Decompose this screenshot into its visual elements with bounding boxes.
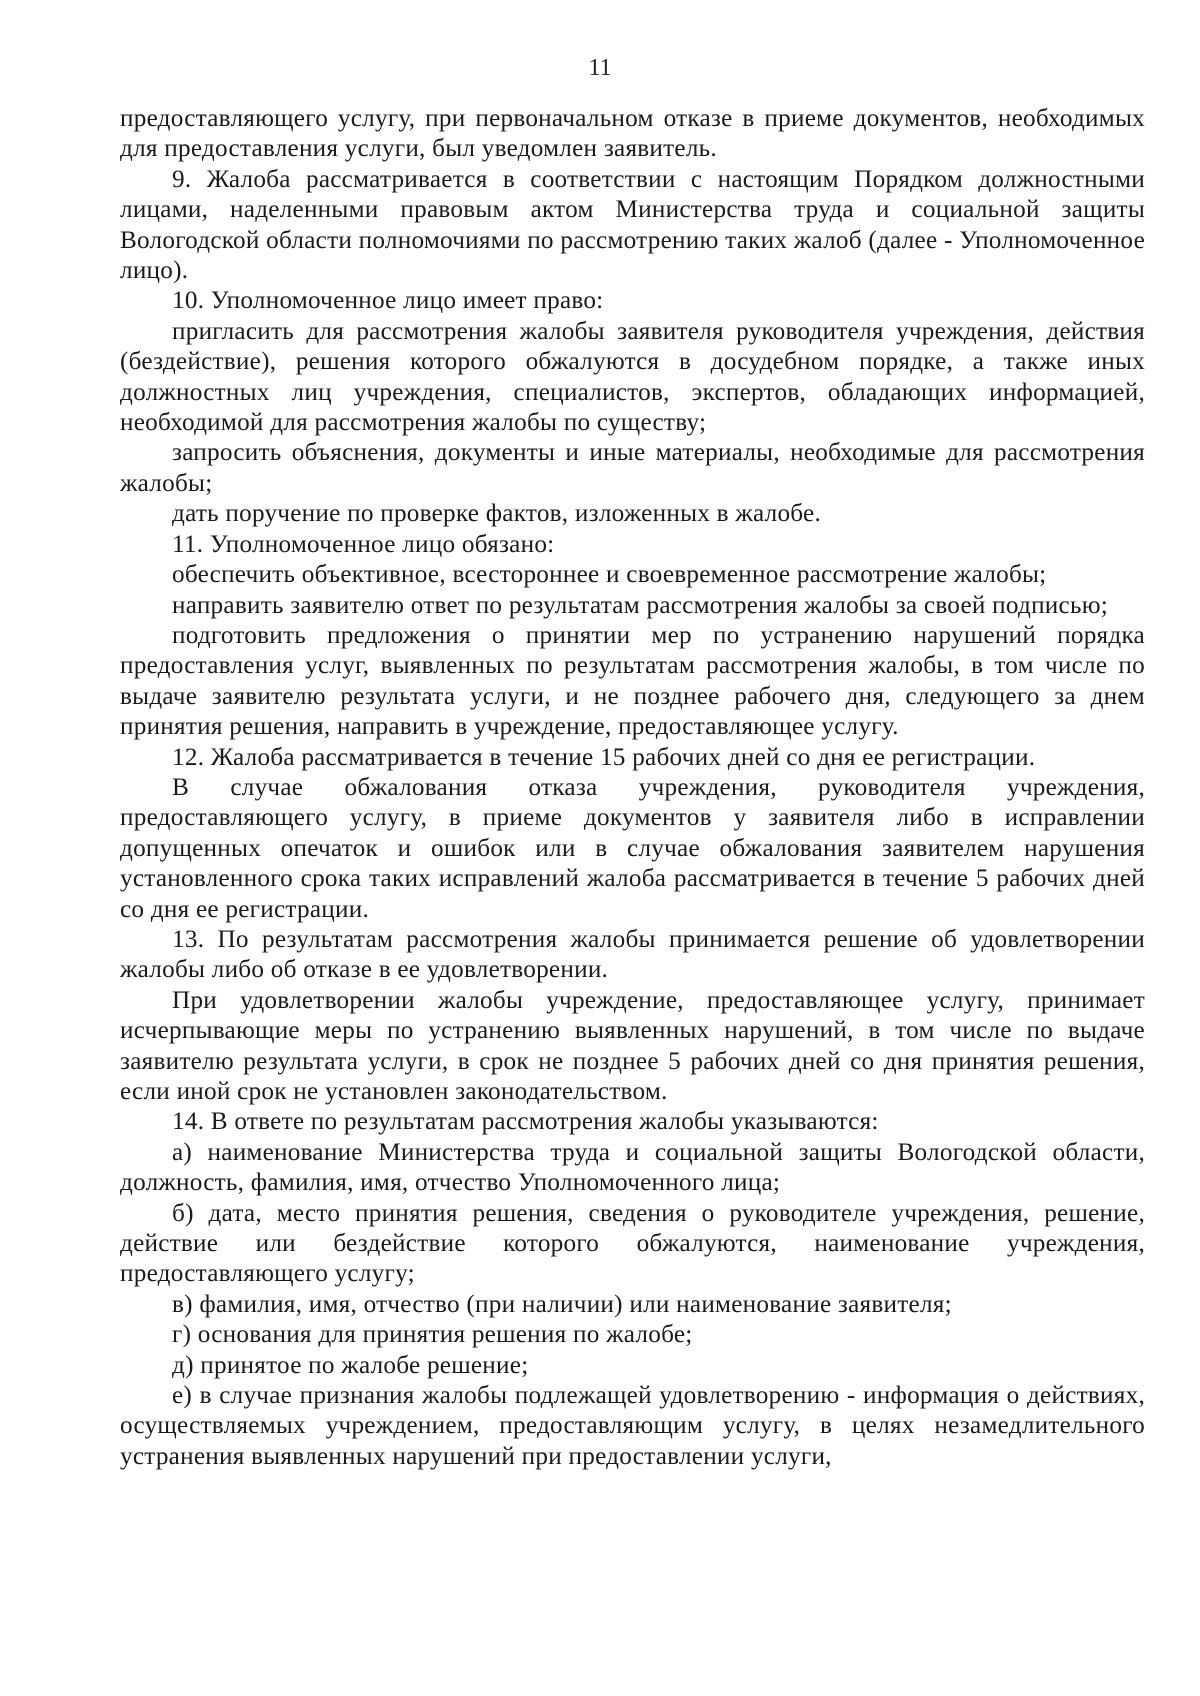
paragraph-right-instruct: дать поручение по проверке фактов, изложенных в жалобе.: [172, 500, 821, 528]
paragraph-right-request: запросить объяснения, документы и иные материалы, необходимые для рассмотрения жалобы;: [120, 439, 1145, 497]
paragraph-item-14-v: в) фамилия, имя, отчество (при наличии) или наименование заявителя;: [172, 1290, 952, 1318]
paragraph-item-13-satisfaction: При удовлетворении жалобы учреждение, предоставляющее услугу, принимает исчерпывающие меры по устранению выявленных нарушений, в том числе по выдаче заявителю результата услуги, в срок не позднее 5 рабочих дней со дня принятия решения, если иной срок не установлен законодательством.: [120, 986, 1145, 1105]
paragraph-item-12-appeal: В случае обжалования отказа учреждения, руководителя учреждения, предоставляющего услугу, в приеме документов у заявителя либо в исправлении допущенных опечаток и ошибок или в случае обжалования заявителем нарушения установленного срока таких исправлений жалоба рассматривается в течение 5 рабочих дней со дня ее регистрации.: [120, 773, 1145, 923]
paragraph-item-14-d: д) принятое по жалобе решение;: [172, 1351, 529, 1379]
paragraph-duty-prepare: подготовить предложения о принятии мер по устранению нарушений порядка предоставления услуг, выявленных по результатам рассмотрения жалобы, в том числе по выдаче заявителю результата услуги, и не позднее рабочего дня, следующего за днем принятия решения, направить в учреждение, предоставляющее услугу.: [120, 621, 1145, 741]
paragraph-duty-respond: направить заявителю ответ по результатам рассмотрения жалобы за своей подписью;: [172, 591, 1109, 619]
paragraph-item-14: 14. В ответе по результатам рассмотрения жалобы указываются:: [172, 1108, 879, 1136]
paragraph-item-12: 12. Жалоба рассматривается в течение 15 рабочих дней со дня ее регистрации.: [172, 743, 1036, 771]
paragraph-duty-ensure: обеспечить объективное, всестороннее и своевременное рассмотрение жалобы;: [172, 561, 1047, 589]
paragraph-item-11: 11. Уполномоченное лицо обязано:: [172, 530, 555, 558]
document-body: [120, 104, 1145, 1472]
paragraph-item-13: 13. По результатам рассмотрения жалобы принимается решение об удовлетворении жалобы либо об отказе в ее удовлетворении.: [120, 925, 1145, 984]
paragraph-continuation: предоставляющего услугу, при первоначальном отказе в приеме документов, необходимых для предоставления услуги, был уведомлен заявитель.: [120, 105, 1145, 163]
paragraph-item-14-b: б) дата, место принятия решения, сведения о руководителе учреждения, решение, действие или бездействие которого обжалуются, наименование учреждения, предоставляющего услугу;: [120, 1199, 1145, 1288]
page-number: 11: [588, 55, 612, 81]
paragraph-item-14-a: а) наименование Министерства труда и социальной защиты Вологодской области, должность, фамилия, имя, отчество Уполномоченного лица;: [120, 1138, 1145, 1197]
paragraph-item-9: 9. Жалоба рассматривается в соответствии с настоящим Порядком должностными лицами, наделенными правовым актом Министерства труда и социальной защиты Вологодской области полномочиями по рассмотрению таких жалоб (далее - Уполномоченное лицо).: [120, 165, 1145, 285]
paragraph-right-invite: пригласить для рассмотрения жалобы заявителя руководителя учреждения, действия (бездействие), решения которого обжалуются в досудебном порядке, а также иных должностных лиц учреждения, специалистов, экспертов, обладающих информацией, необходимой для рассмотрения жалобы по существу;: [120, 317, 1145, 437]
paragraph-item-10: 10. Уполномоченное лицо имеет право:: [172, 287, 604, 315]
paragraph-item-14-g: г) основания для принятия решения по жалобе;: [172, 1321, 693, 1349]
paragraph-item-14-e: е) в случае признания жалобы подлежащей удовлетворению - информация о действиях, осуществляемых учреждением, предоставляющим услугу, в целях незамедлительного устранения выявленных нарушений при предоставлении услуги,: [120, 1382, 1145, 1470]
